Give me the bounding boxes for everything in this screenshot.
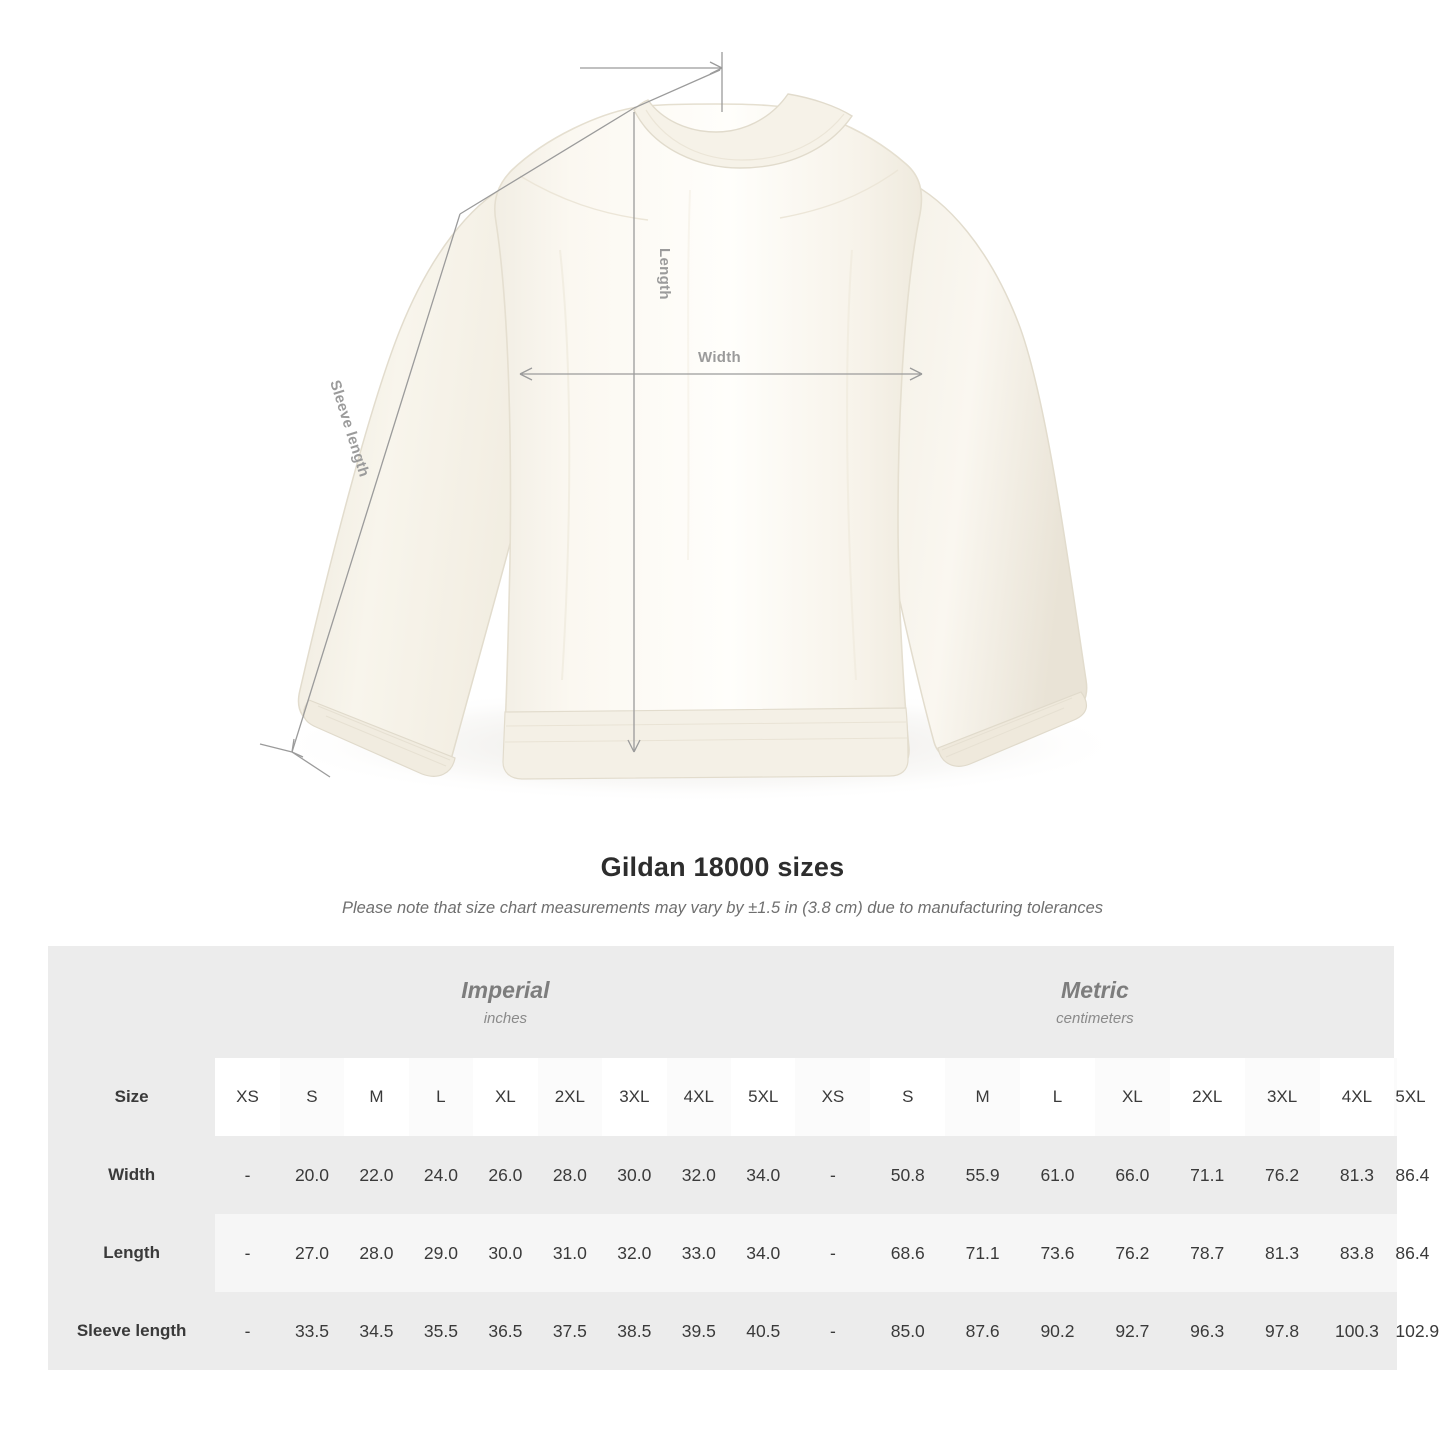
cell-width-5xl-in: 34.0 — [731, 1136, 795, 1214]
header-col-3xl-in: 3XL — [602, 1058, 666, 1136]
cell-sleeve-xs-cm: - — [795, 1292, 870, 1370]
cell-width-xs-cm: - — [795, 1136, 870, 1214]
cell-sleeve-l-cm: 90.2 — [1020, 1292, 1095, 1370]
header-col-m-in: M — [344, 1058, 408, 1136]
table-row — [48, 1136, 1397, 1214]
unit-header-metric — [795, 946, 1394, 1058]
cell-width-s-in: 20.0 — [280, 1136, 344, 1214]
unit-header-spacer — [48, 946, 215, 1058]
width-label: Width — [698, 349, 742, 366]
cell-sleeve-xl-in: 36.5 — [473, 1292, 537, 1370]
unit-header-row — [48, 946, 1397, 1058]
cell-width-m-in: 22.0 — [344, 1136, 408, 1214]
cell-sleeve-3xl-in: 38.5 — [602, 1292, 666, 1370]
cell-length-m-cm: 71.1 — [945, 1214, 1020, 1292]
header-col-2xl-cm: 2XL — [1170, 1058, 1245, 1136]
header-col-4xl-cm: 4XL — [1320, 1058, 1395, 1136]
size-table-wrap — [48, 946, 1440, 1370]
cell-sleeve-4xl-in: 39.5 — [667, 1292, 731, 1370]
table-row — [48, 1214, 1397, 1292]
header-col-s-cm: S — [870, 1058, 945, 1136]
tolerance-note: Please note that size chart measurements may vary by ±1.5 in (3.8 cm) due to manufacturing tolerances — [341, 899, 1104, 917]
page-title: Gildan 18000 sizes — [600, 852, 845, 882]
cell-length-xs-cm: - — [795, 1214, 870, 1292]
cell-width-2xl-in: 28.0 — [538, 1136, 602, 1214]
cell-sleeve-xl-cm: 92.7 — [1095, 1292, 1170, 1370]
cell-width-xl-cm: 66.0 — [1095, 1136, 1170, 1214]
header-col-5xl-cm: 5XL — [1394, 1058, 1397, 1136]
cell-sleeve-m-cm: 87.6 — [945, 1292, 1020, 1370]
header-col-5xl-in: 5XL — [731, 1058, 795, 1136]
header-size: Size — [48, 1058, 215, 1136]
header-col-xl-cm: XL — [1095, 1058, 1170, 1136]
cell-length-4xl-cm: 83.8 — [1320, 1214, 1395, 1292]
cell-width-s-cm: 50.8 — [870, 1136, 945, 1214]
imperial-name: Imperial — [461, 977, 550, 1003]
cell-length-5xl-cm: 86.4 — [1394, 1214, 1397, 1292]
cell-width-4xl-cm: 81.3 — [1320, 1136, 1395, 1214]
cell-width-3xl-cm: 76.2 — [1245, 1136, 1320, 1214]
cell-width-xl-in: 26.0 — [473, 1136, 537, 1214]
header-col-xs-in: XS — [215, 1058, 279, 1136]
cell-length-xl-cm: 76.2 — [1095, 1214, 1170, 1292]
cell-width-4xl-in: 32.0 — [667, 1136, 731, 1214]
header-col-3xl-cm: 3XL — [1245, 1058, 1320, 1136]
cell-length-l-in: 29.0 — [409, 1214, 473, 1292]
header-col-s-in: S — [280, 1058, 344, 1136]
imperial-sub: inches — [483, 1010, 528, 1027]
cell-sleeve-xs-in: - — [215, 1292, 279, 1370]
header-col-l-cm: L — [1020, 1058, 1095, 1136]
header-col-xl-in: XL — [473, 1058, 537, 1136]
row-label-width: Width — [48, 1136, 215, 1214]
cell-width-3xl-in: 30.0 — [602, 1136, 666, 1214]
cell-width-l-in: 24.0 — [409, 1136, 473, 1214]
header-col-xs-cm: XS — [795, 1058, 870, 1136]
table-row — [48, 1292, 1397, 1370]
cell-length-3xl-cm: 81.3 — [1245, 1214, 1320, 1292]
cell-width-5xl-cm: 86.4 — [1394, 1136, 1397, 1214]
unit-header-imperial — [215, 946, 795, 1058]
length-label: Length — [656, 248, 673, 300]
row-label-length: Length — [48, 1214, 215, 1292]
size-chart-table — [48, 946, 1440, 1370]
cell-length-2xl-in: 31.0 — [538, 1214, 602, 1292]
cell-length-5xl-in: 34.0 — [731, 1214, 795, 1292]
cell-sleeve-2xl-in: 37.5 — [538, 1292, 602, 1370]
cell-width-xs-in: - — [215, 1136, 279, 1214]
cell-width-2xl-cm: 71.1 — [1170, 1136, 1245, 1214]
cell-sleeve-l-in: 35.5 — [409, 1292, 473, 1370]
header-col-l-in: L — [409, 1058, 473, 1136]
header-col-4xl-in: 4XL — [667, 1058, 731, 1136]
cell-length-l-cm: 73.6 — [1020, 1214, 1095, 1292]
cell-sleeve-s-cm: 85.0 — [870, 1292, 945, 1370]
cell-length-s-cm: 68.6 — [870, 1214, 945, 1292]
cell-width-l-cm: 61.0 — [1020, 1136, 1095, 1214]
header-col-m-cm: M — [945, 1058, 1020, 1136]
row-label-sleeve-length: Sleeve length — [48, 1292, 215, 1370]
cell-length-xl-in: 30.0 — [473, 1214, 537, 1292]
cell-length-xs-in: - — [215, 1214, 279, 1292]
cell-sleeve-s-in: 33.5 — [280, 1292, 344, 1370]
cell-length-s-in: 27.0 — [280, 1214, 344, 1292]
header-col-2xl-in: 2XL — [538, 1058, 602, 1136]
metric-sub: centimeters — [1056, 1010, 1134, 1027]
cell-sleeve-5xl-cm: 102.9 — [1394, 1292, 1397, 1370]
size-header-row — [48, 1058, 1397, 1136]
cell-sleeve-5xl-in: 40.5 — [731, 1292, 795, 1370]
cell-length-4xl-in: 33.0 — [667, 1214, 731, 1292]
sleeve-length-label: Sleeve length — [326, 378, 373, 480]
cell-sleeve-m-in: 34.5 — [344, 1292, 408, 1370]
cell-sleeve-2xl-cm: 96.3 — [1170, 1292, 1245, 1370]
metric-name: Metric — [1061, 977, 1129, 1003]
cell-length-2xl-cm: 78.7 — [1170, 1214, 1245, 1292]
title-block — [0, 852, 1445, 918]
cell-sleeve-4xl-cm: 100.3 — [1320, 1292, 1395, 1370]
cell-width-m-cm: 55.9 — [945, 1136, 1020, 1214]
cell-sleeve-3xl-cm: 97.8 — [1245, 1292, 1320, 1370]
cell-length-3xl-in: 32.0 — [602, 1214, 666, 1292]
cell-length-m-in: 28.0 — [344, 1214, 408, 1292]
